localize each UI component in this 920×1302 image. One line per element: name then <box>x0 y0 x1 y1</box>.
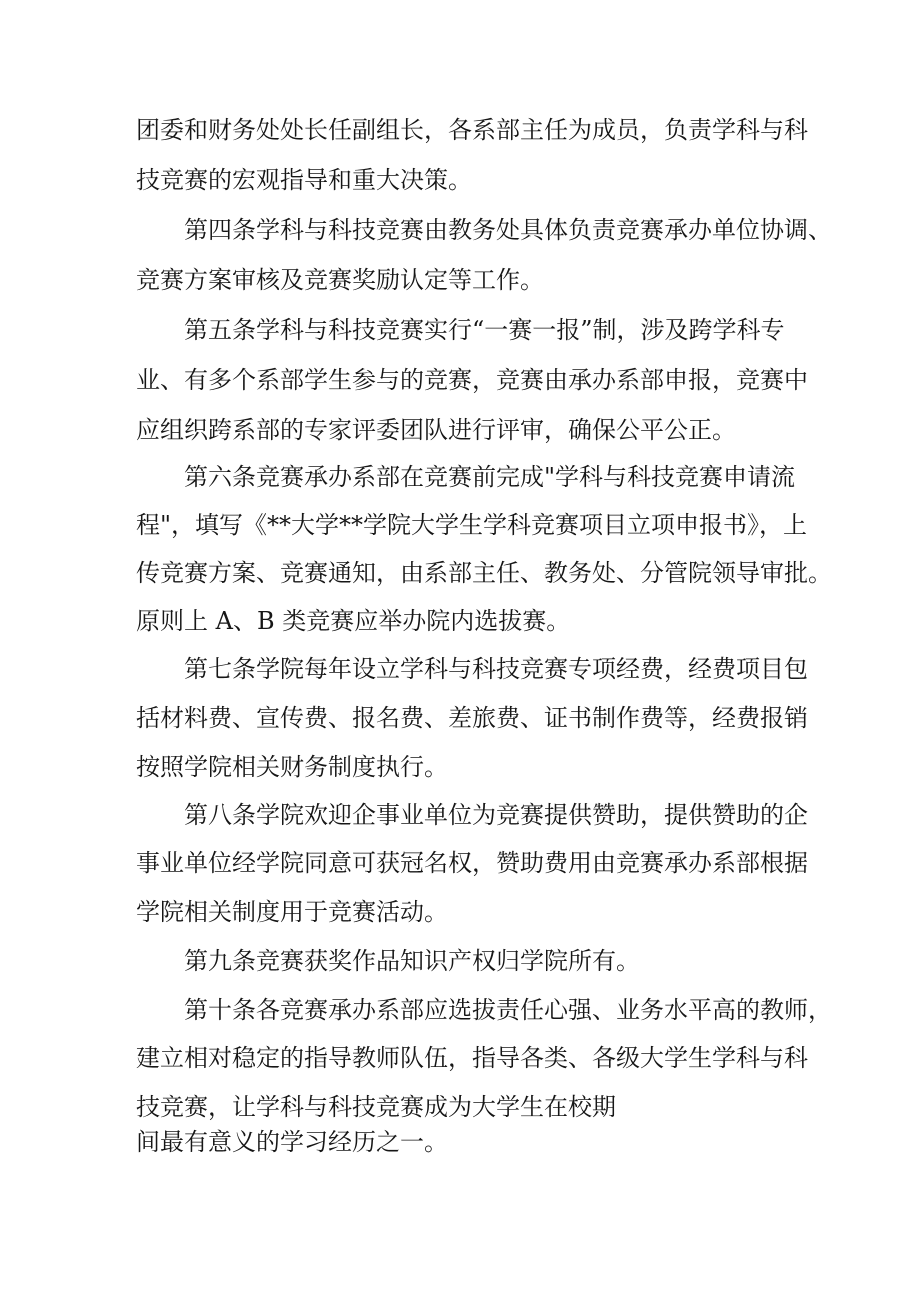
text-line-8: 第六条竞赛承办系部在竞赛前完成"学科与科技竞赛申请流 <box>136 463 796 491</box>
text-line-18: 第九条竞赛获奖作品知识产权归学院所有。 <box>136 947 640 975</box>
text-line-12: 第七条学院每年设立学科与科技竞赛专项经费，经费项目包 <box>136 655 808 683</box>
text-line-9: 程"，填写《**大学**学院大学生学科竞赛项目立项申报书》，上 <box>136 511 808 539</box>
text-line-7: 应组织跨系部的专家评委团队进行评审，确保公平公正。 <box>136 416 736 444</box>
text-line-21: 技竞赛，让学科与科技竞赛成为大学生在校期 <box>136 1093 616 1121</box>
text-line-1: 团委和财务处处长任副组长，各系部主任为成员，负责学科与科 <box>136 116 808 144</box>
text-line-22: 间最有意义的学习经历之一。 <box>136 1128 448 1156</box>
text-line-19: 第十条各竞赛承办系部应选拔责任心强、业务水平高的教师， <box>136 996 832 1024</box>
text-line-14: 按照学院相关财务制度执行。 <box>136 753 448 781</box>
text-line-20: 建立相对稳定的指导教师队伍，指导各类、各级大学生学科与科 <box>136 1044 808 1072</box>
text-line-11: 原则上 A、B 类竞赛应举办院内选拔赛。 <box>136 607 571 635</box>
text-line-10: 传竞赛方案、竞赛通知，由系部主任、教务处、分管院领导审批。 <box>136 559 832 587</box>
text-line-17: 学院相关制度用于竞赛活动。 <box>136 898 448 926</box>
text-line-2: 技竞赛的宏观指导和重大决策。 <box>136 166 472 194</box>
text-line-15: 第八条学院欢迎企事业单位为竞赛提供赞助，提供赞助的企 <box>136 801 808 829</box>
text-line-3: 第四条学科与科技竞赛由教务处具体负责竞赛承办单位协调、 <box>136 216 832 244</box>
text-line-5: 第五条学科与科技竞赛实行“一赛一报”制，涉及跨学科专 <box>136 316 785 344</box>
text-line-13: 括材料费、宣传费、报名费、差旅费、证书制作费等，经费报销 <box>136 704 808 732</box>
text-line-4: 竞赛方案审核及竞赛奖励认定等工作。 <box>136 266 544 294</box>
text-line-16: 事业单位经学院同意可获冠名权，赞助费用由竞赛承办系部根据 <box>136 849 808 877</box>
text-line-6: 业、有多个系部学生参与的竞赛，竞赛由承办系部申报，竞赛中 <box>136 366 808 394</box>
